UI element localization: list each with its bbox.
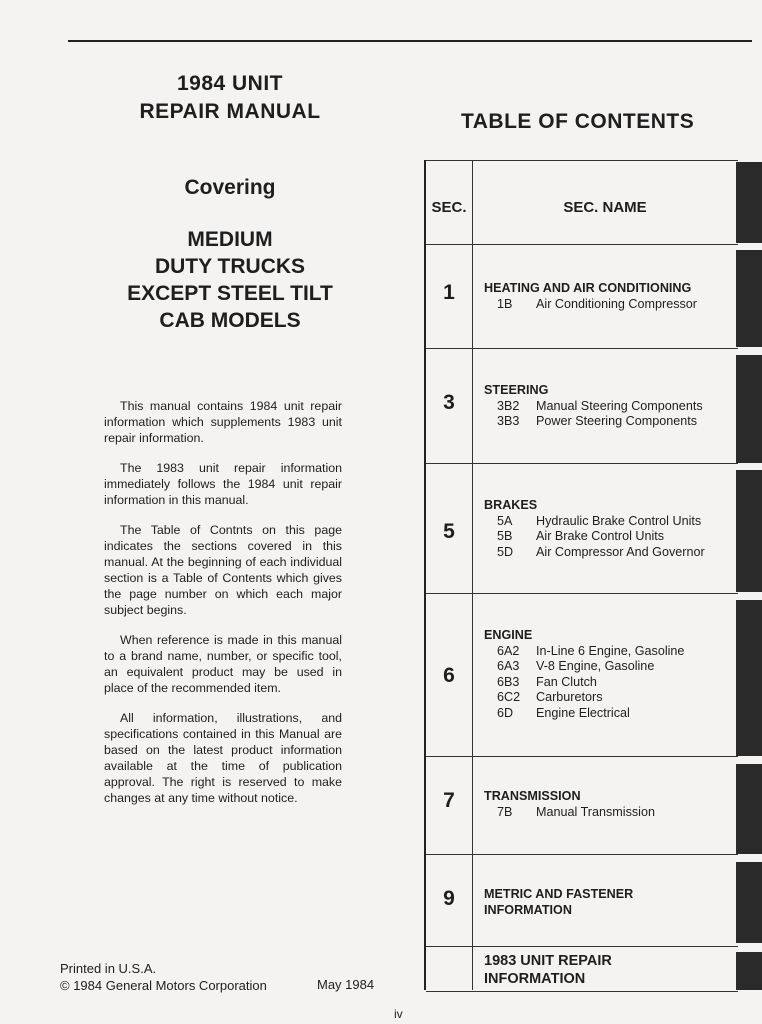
subsection-item: [484, 399, 738, 415]
section-details: [484, 628, 738, 722]
subsection-title: Manual Steering Components: [536, 398, 703, 413]
models-line: MEDIUM: [187, 228, 273, 251]
intro-text: [104, 398, 342, 820]
edge-index-tab: [736, 355, 762, 463]
subsection-item: [484, 414, 738, 430]
section-name: METRIC AND FASTENER INFORMATION: [484, 887, 634, 917]
copyright: © 1984 General Motors Corporation: [60, 978, 267, 993]
subsection-item: [484, 644, 738, 660]
toc-row: [426, 854, 738, 947]
section-name: TRANSMISSION: [484, 789, 581, 803]
covered-models: [100, 226, 360, 334]
intro-paragraph: The Table of Contnts on this page indicates the sections covered in this manual. At the beginning of each individual section is a Table of Contents which gives the page number on which each major subject begins.: [104, 523, 342, 617]
subsection-code: 5B: [497, 529, 513, 544]
section-details: [484, 498, 738, 560]
section-name: ENGINE: [484, 628, 533, 642]
toc-row: [426, 244, 738, 349]
toc-row: [426, 463, 738, 594]
section-name: STEERING: [484, 383, 549, 397]
toc-row: [426, 348, 738, 464]
subsection-item: [484, 706, 738, 722]
edge-index-tab: [736, 162, 762, 243]
subsection-title: Manual Transmission: [536, 804, 655, 819]
subsection-code: 5A: [497, 513, 513, 528]
intro-paragraph: When reference is made in this manual to a brand name, number, or specific tool, an equivalent product may be used in place of the recommended item.: [104, 633, 342, 695]
subsection-item: [484, 675, 738, 691]
models-line: EXCEPT STEEL TILT: [127, 282, 333, 305]
subsection-title: Air Compressor And Governor: [536, 544, 705, 559]
intro-paragraph: All information, illustrations, and specifications contained in this Manual are based on the latest product information available at the time of publication approval. The right is reserved to make changes at any time without notice.: [104, 711, 342, 805]
manual-title: [100, 70, 360, 126]
subsection-item: [484, 545, 738, 561]
section-number: 1: [443, 281, 455, 304]
subsection-title: V-8 Engine, Gasoline: [536, 659, 655, 674]
subsection-code: 6D: [497, 705, 514, 720]
edge-index-tab: [736, 250, 762, 347]
subsection-item: [484, 529, 738, 545]
subsection-item: [484, 690, 738, 706]
sec-column-header: SEC.: [431, 199, 467, 216]
top-rule: [68, 40, 752, 42]
subsection-item: [484, 514, 738, 530]
intro-paragraph: The 1983 unit repair information immediately follows the 1984 unit repair information in this manual.: [104, 461, 342, 507]
footer: [60, 960, 267, 994]
covering-label: Covering: [184, 176, 276, 199]
subsection-code: 3B3: [497, 414, 520, 429]
toc-header-row: [426, 160, 738, 245]
subsection-title: Carburetors: [536, 690, 603, 705]
section-number: 6: [443, 664, 455, 687]
subsection-title: Fan Clutch: [536, 674, 597, 689]
subsection-code: 3B2: [497, 398, 520, 413]
subsection-title: Hydraulic Brake Control Units: [536, 513, 702, 528]
section-name: BRAKES: [484, 498, 538, 512]
subsection-title: Air Brake Control Units: [536, 529, 665, 544]
models-line: DUTY TRUCKS: [154, 255, 306, 278]
subsection-code: 1B: [497, 296, 513, 311]
subsection-item: [484, 805, 738, 821]
publication-date: May 1984: [317, 977, 375, 992]
toc-title: TABLE OF CONTENTS: [461, 110, 695, 133]
printed-in: Printed in U.S.A.: [60, 961, 157, 976]
edge-index-tab: [736, 600, 762, 756]
section-name: HEATING AND AIR CONDITIONING: [484, 281, 692, 295]
edge-index-tab: [736, 862, 762, 943]
subsection-code: 6B3: [497, 674, 520, 689]
subsection-item: [484, 659, 738, 675]
sec-name-column-header: SEC. NAME: [563, 199, 647, 216]
intro-paragraph: This manual contains 1984 unit repair information which supplements 1983 unit repair information.: [104, 399, 342, 445]
toc-row: [426, 756, 738, 855]
section-details: [484, 887, 738, 918]
toc-row: [426, 593, 738, 757]
page-number: iv: [394, 1007, 403, 1021]
section-number: 5: [443, 520, 455, 543]
table-of-contents: [424, 160, 738, 990]
section-number: 3: [443, 391, 455, 414]
manual-title-line-1: 1984 UNIT: [176, 72, 284, 95]
subsection-code: 6A3: [497, 659, 520, 674]
subsection-code: 6C2: [497, 690, 521, 705]
subsection-code: 6A2: [497, 643, 520, 658]
section-details: [484, 281, 738, 312]
subsection-title: In-Line 6 Engine, Gasoline: [536, 643, 685, 658]
manual-title-line-2: REPAIR MANUAL: [139, 100, 321, 123]
edge-index-tab: [736, 470, 762, 592]
subsection-title: Engine Electrical: [536, 705, 630, 720]
edge-index-tab: [736, 952, 762, 990]
section-number: 9: [443, 887, 455, 910]
section-details: [484, 789, 738, 820]
subsection-title: Air Conditioning Compressor: [536, 296, 697, 311]
models-line: CAB MODELS: [159, 309, 301, 332]
subsection-item: [484, 297, 738, 313]
edge-index-tab: [736, 764, 762, 854]
prior-year-info: 1983 UNIT REPAIR INFORMATION: [484, 953, 612, 987]
section-details: [484, 383, 738, 430]
subsection-code: 7B: [497, 804, 513, 819]
section-number: 7: [443, 789, 455, 812]
subsection-title: Power Steering Components: [536, 414, 698, 429]
subsection-code: 5D: [497, 544, 514, 559]
toc-row: [426, 946, 738, 992]
